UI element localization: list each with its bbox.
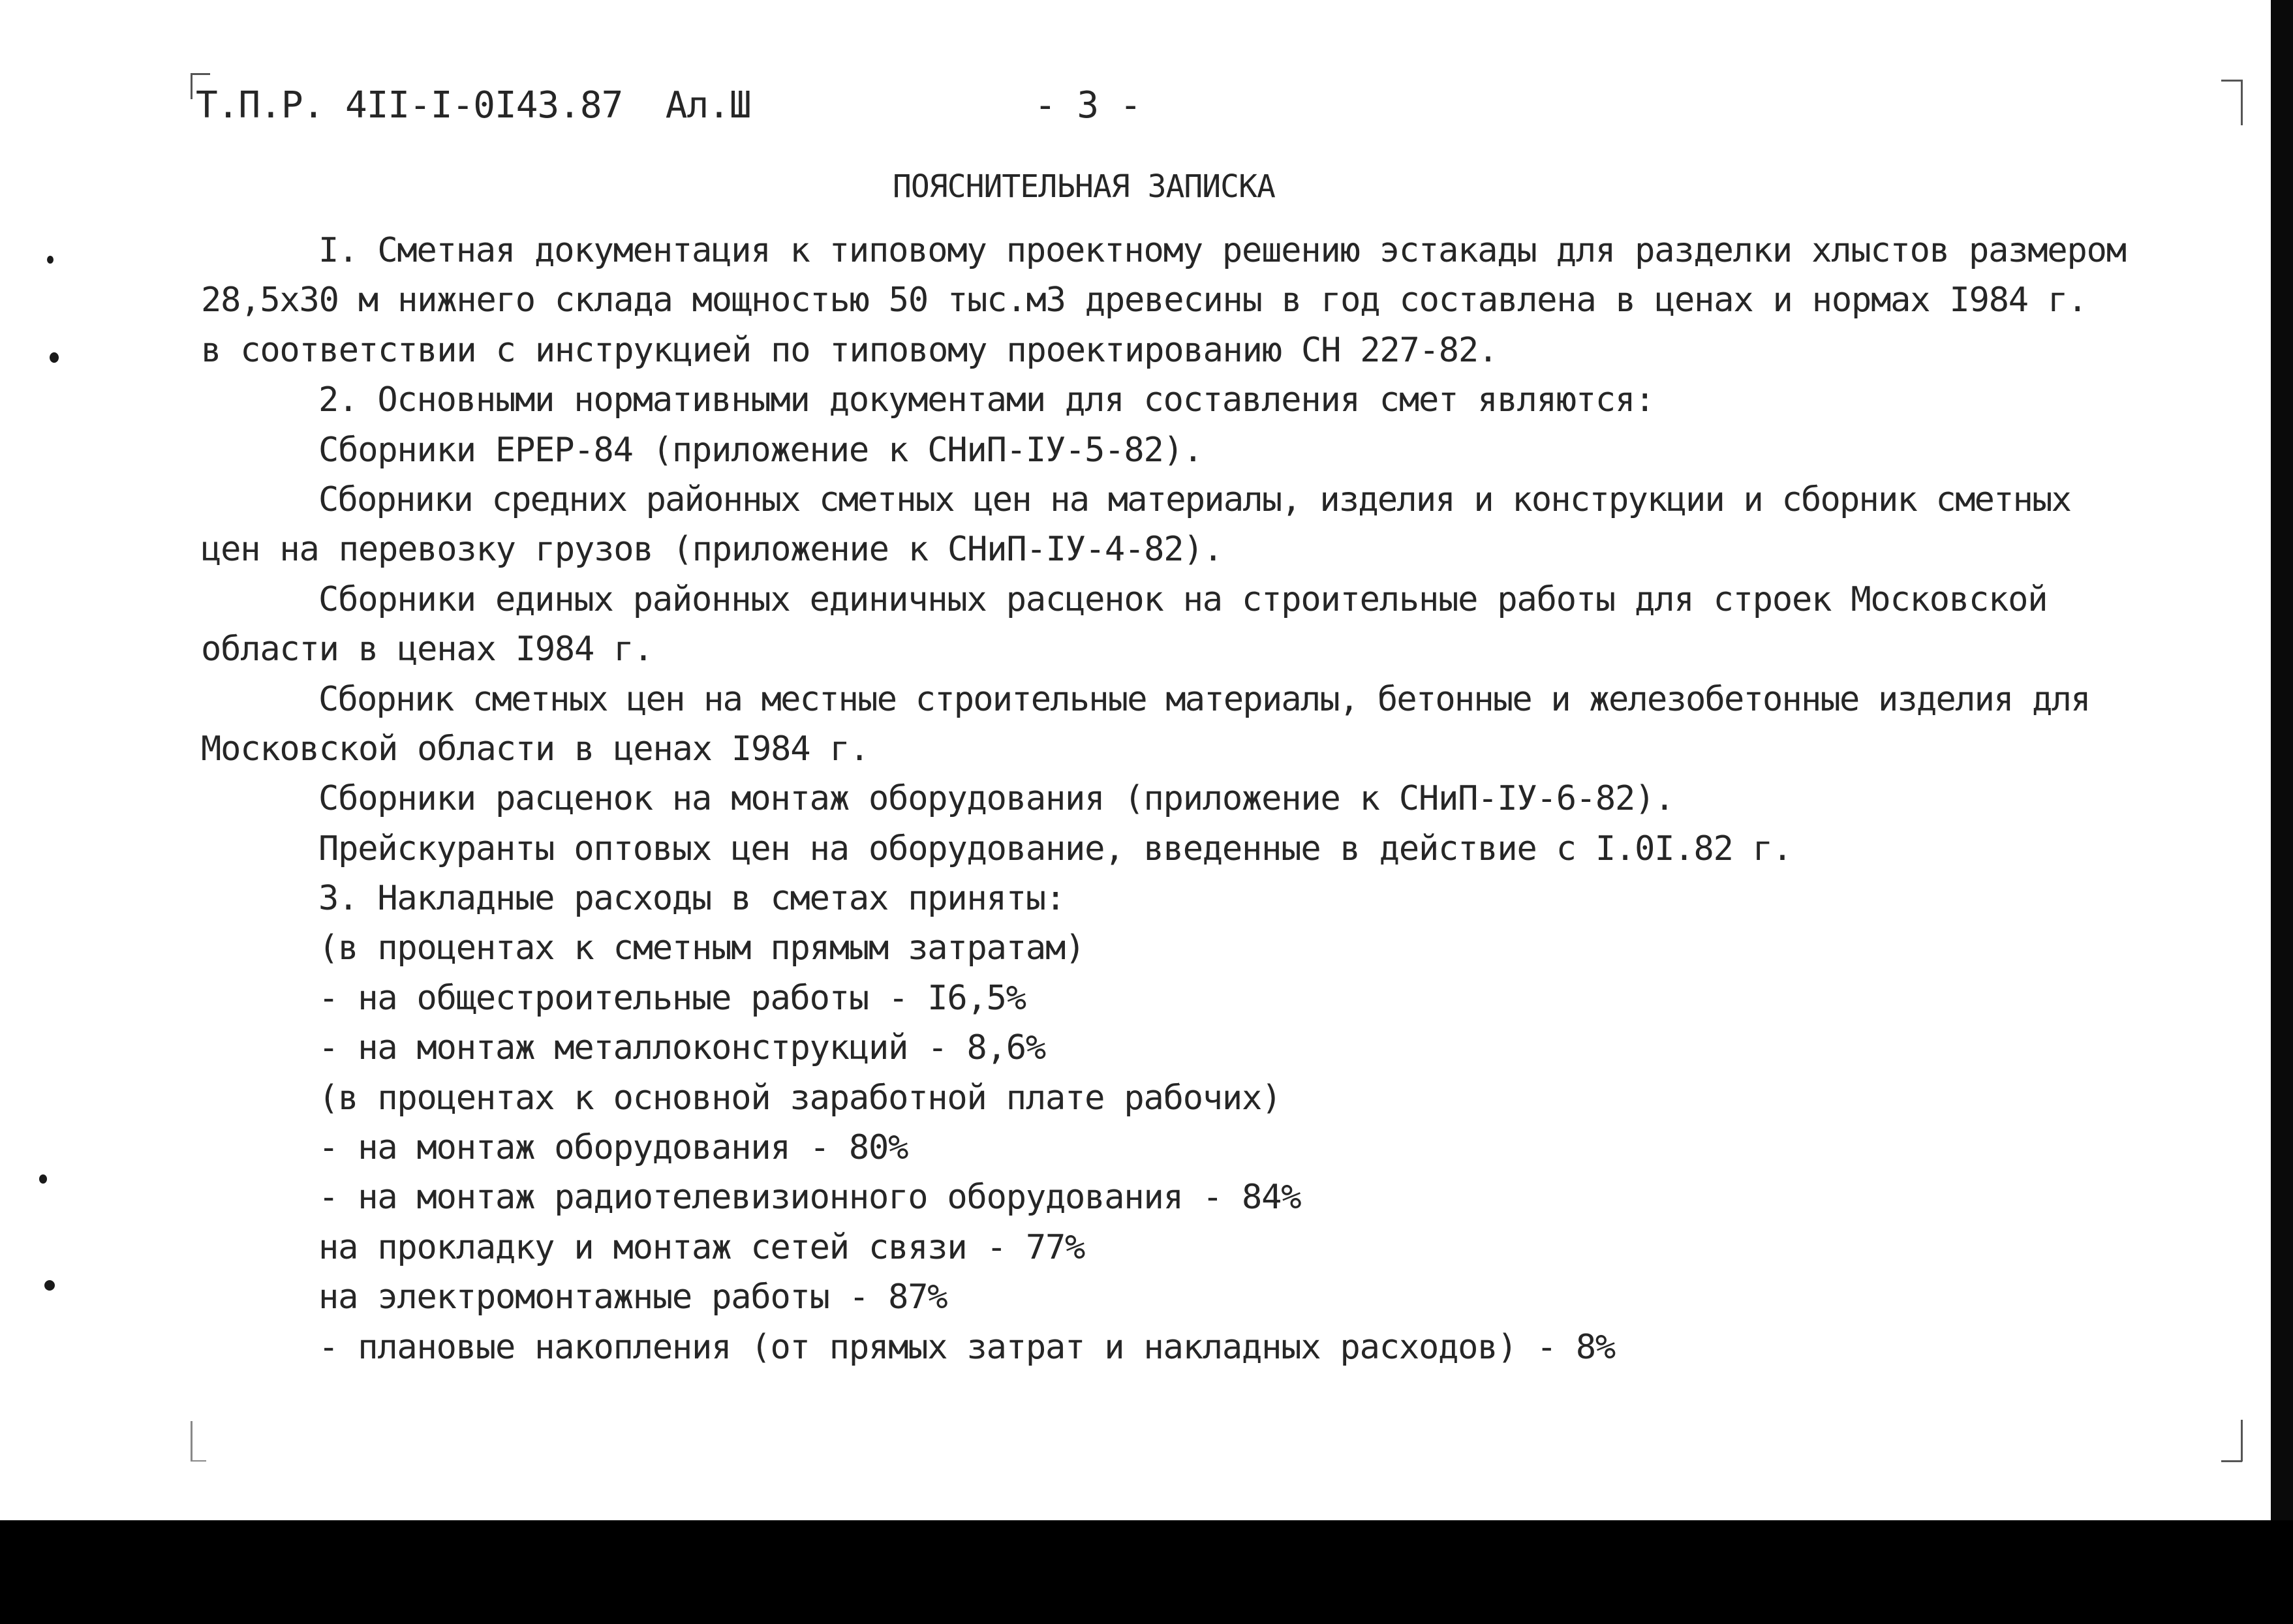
crop-mark-bottom-right — [2221, 1460, 2242, 1462]
list-line: (в процентах к сметным прямым затратам) — [318, 928, 1085, 968]
scan-edge-right — [2271, 0, 2293, 1520]
list-line: (в процентах к основной заработной плате рабочих) — [318, 1078, 1282, 1118]
paragraph-line: Сборники единых районных единичных расценок на строительные работы для строек Московской — [318, 579, 2048, 619]
crop-mark-top-right — [2221, 80, 2242, 82]
paragraph-line: цен на перевозку грузов (приложение к СНиП-IУ-4-82). — [201, 530, 1223, 570]
paragraph-line: I. Сметная документация к типовому проектному решению эстакады для разделки хлыстов размером — [318, 231, 2126, 270]
document-code: Т.П.Р. 4II-I-0I43.87 Ал.Ш — [196, 84, 751, 127]
crop-mark-top-left — [191, 73, 192, 99]
paragraph-line: 28,5х30 м нижнего склада мощностью 50 тыс.м3 древесины в год составлена в ценах и нормах I984 г. — [201, 281, 2087, 320]
paragraph-line: 2. Основными нормативными документами для составления смет являются: — [318, 380, 1655, 420]
margin-speck — [44, 1280, 55, 1291]
margin-speck — [39, 1174, 47, 1184]
page-title: ПОЯСНИТЕЛЬНАЯ ЗАПИСКА — [893, 168, 1275, 205]
paragraph-line: в соответствии с инструкцией по типовому проектированию СН 227-82. — [201, 330, 1498, 370]
page-number: - 3 - — [1034, 84, 1141, 127]
explanatory-note-body — [201, 231, 2191, 1380]
scan-edge-bottom — [0, 1520, 2293, 1624]
list-line: на прокладку и монтаж сетей связи - 77% — [318, 1227, 1085, 1267]
list-line: - плановые накопления (от прямых затрат и накладных расходов) - 8% — [318, 1327, 1616, 1367]
paragraph-line: Сборники расценок на монтаж оборудования (приложение к СНиП-IУ-6-82). — [318, 779, 1674, 819]
paragraph-line: Сборники средних районных сметных цен на материалы, изделия и конструкции и сборник сметных — [318, 480, 2071, 519]
list-line: на электромонтажные работы - 87% — [318, 1278, 947, 1317]
margin-speck — [47, 256, 54, 264]
paragraph-line: Сборник сметных цен на местные строительные материалы, бетонные и железобетонные изделия для — [318, 679, 2090, 719]
crop-mark-top-left — [191, 73, 210, 75]
paragraph-line: Прейскуранты оптовых цен на оборудование, введенные в действие с I.0I.82 г. — [318, 829, 1792, 868]
paragraph-line: области в ценах I984 г. — [201, 630, 653, 669]
paragraph-line: 3. Накладные расходы в сметах приняты: — [318, 879, 1066, 919]
crop-mark-bottom-right — [2241, 1420, 2243, 1462]
list-line: - на монтаж металлоконструкций - 8,6% — [318, 1028, 1045, 1068]
list-line: - на общестроительные работы - I6,5% — [318, 978, 1026, 1018]
crop-mark-bottom-left — [191, 1421, 192, 1462]
list-line: - на монтаж радиотелевизионного оборудования - 84% — [318, 1178, 1301, 1218]
margin-speck — [50, 352, 59, 363]
crop-mark-bottom-left — [191, 1460, 206, 1462]
paragraph-line: Сборники ЕРЕР-84 (приложение к СНиП-IУ-5-82). — [318, 430, 1203, 470]
crop-mark-top-right — [2241, 80, 2243, 125]
list-line: - на монтаж оборудования - 80% — [318, 1128, 908, 1168]
paragraph-line: Московской области в ценах I984 г. — [201, 729, 869, 769]
